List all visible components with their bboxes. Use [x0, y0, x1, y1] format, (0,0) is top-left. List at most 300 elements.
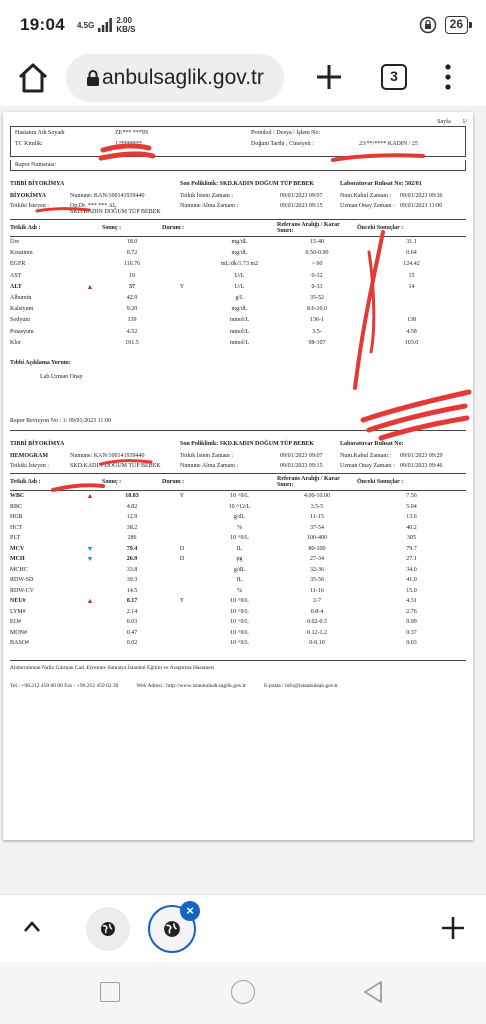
reference-range: 0.8-4 [310, 608, 324, 615]
previous-result: 13.6 [406, 514, 417, 521]
result-value: 286 [127, 535, 137, 542]
test-name: LYM# [10, 608, 26, 615]
add-tab-icon[interactable] [438, 913, 468, 943]
section-clinic: Son Poliklinik: SKD.KADIN DOĞUM TÜP BEBEK [180, 181, 314, 187]
table-row [10, 248, 466, 259]
reference-range: 32-36 [310, 566, 324, 573]
status-flag [162, 248, 202, 259]
trend-arrow [78, 554, 102, 565]
trend-arrow [78, 596, 102, 607]
patient-info-box [10, 126, 466, 157]
header-result: Sonuç : [102, 220, 162, 237]
status-flag [162, 259, 202, 270]
reference-range: 37-54 [310, 524, 324, 531]
trend-arrow [78, 575, 102, 586]
unit: 10 ^9/L [230, 629, 249, 636]
requester-dept: SKD.KADIN DOĞUM TÜP BEBEK [70, 463, 161, 470]
test-name: HGB [10, 514, 23, 521]
sample-label: BİYOKİMYA [10, 193, 47, 199]
trend-arrow [78, 326, 102, 337]
address-bar[interactable] [66, 54, 284, 102]
footer-contacts [10, 675, 466, 689]
table-row [10, 533, 466, 544]
reference-range: 2-7 [313, 598, 321, 605]
accept-time-label: Num.Kabul Zamanı : [340, 193, 392, 199]
header-result: Sonuç : [102, 474, 162, 491]
test-name: Albumin [10, 295, 32, 302]
result-value: 10.83 [125, 493, 139, 500]
test-name: MCHC [10, 566, 28, 573]
table-row [10, 554, 466, 565]
protocol-label: Protokol / Dosya / İşlem No: [251, 130, 321, 136]
browser-toolbar [0, 50, 486, 106]
trend-arrow [78, 606, 102, 617]
trend-arrow [78, 248, 102, 259]
table-row [10, 596, 466, 607]
table-row [10, 292, 466, 303]
header-reference: Referans Aralığı / Karar Sınırı: [277, 474, 357, 491]
status-flag: Y [179, 493, 185, 500]
approval-time-label: Uzman Onay Zamanı : [340, 463, 395, 470]
result-value: 26.9 [126, 556, 138, 563]
test-name: EGFR [10, 261, 26, 268]
close-tab-icon[interactable]: × [180, 901, 200, 921]
trend-arrow [78, 337, 102, 348]
test-name: NEU# [10, 598, 26, 605]
requester-dept: SKD.KADIN DOĞUM TÜP BEBEK [70, 209, 161, 215]
arrow-down-icon: ▼ [86, 544, 94, 553]
previous-result: 0.09 [406, 619, 417, 626]
status-flag [162, 533, 202, 544]
reference-range: 35-52 [310, 295, 324, 302]
unit: mL/dk/1.73 m2 [220, 261, 259, 268]
unit: mg/dL [231, 306, 248, 313]
test-name: MON# [10, 629, 28, 636]
signal-icon [98, 18, 112, 32]
footer-web: Web Adresi : http://www.istanbuleah.saglik.gov.tr [136, 683, 246, 690]
reference-range: 15-40 [310, 239, 324, 246]
reference-range: 0.50-0.90 [305, 250, 329, 257]
reference-range: 0.12-1.2 [307, 629, 327, 636]
previous-result: 34.0 [406, 566, 417, 573]
table-header-row [10, 220, 466, 237]
report-number-row [10, 160, 466, 171]
test-name: RDW-CV [10, 587, 34, 594]
unit: mg/dL [231, 239, 248, 246]
lab-permit-value: 502/01 [405, 181, 422, 187]
trend-arrow [78, 259, 102, 270]
reference-range: 136-1 [310, 317, 324, 324]
status-flag: D [179, 545, 185, 552]
sample-number: Numune: KAN/100141939440 [70, 193, 145, 199]
unit: 10 ^9/L [230, 640, 249, 647]
unit: fL [236, 577, 243, 584]
trend-arrow [78, 617, 102, 628]
result-value: 4.52 [126, 328, 138, 335]
lock-icon[interactable] [86, 69, 100, 87]
previous-result: 2.76 [406, 608, 417, 615]
test-name: AST [10, 272, 22, 279]
status-flag [162, 237, 202, 248]
result-value: 33.8 [126, 566, 138, 573]
status-flag: Y [179, 283, 185, 290]
result-value: 2.14 [126, 608, 138, 615]
unit: mmol/L [229, 339, 250, 346]
table-row [10, 575, 466, 586]
unit: 10 ^12/L [228, 503, 251, 510]
reference-range: 0-33 [311, 283, 323, 290]
recents-icon[interactable] [100, 982, 120, 1002]
header-test: Tetkik Adı : [10, 220, 78, 237]
table-row [10, 543, 466, 554]
unit: 10 ^9/L [230, 598, 249, 605]
arrow-up-icon: ▲ [86, 492, 94, 501]
previous-result: 27.1 [406, 556, 417, 563]
network-indicator [77, 16, 135, 34]
request-time: 09/01/2023 09:07 [280, 193, 323, 199]
result-value: 101.5 [125, 339, 139, 346]
header-test: Tetkik Adı : [10, 474, 78, 491]
result-value: 9.20 [126, 306, 138, 313]
trend-arrow [78, 627, 102, 638]
url-text[interactable]: anbulsaglik.gov.tr [102, 66, 264, 89]
header-status: Durum : [162, 220, 202, 237]
header-status: Durum : [162, 474, 202, 491]
request-time-label: Tetkik İstem Zamanı : [180, 193, 234, 199]
trend-arrow [78, 491, 102, 502]
unit: % [237, 587, 242, 594]
status-flag [162, 304, 202, 315]
table-row [10, 585, 466, 596]
test-name: Üre [10, 239, 19, 246]
accept-time: 09/01/2023 09:29 [400, 453, 443, 460]
page-label: Sayfa [437, 119, 451, 125]
collect-time-label: Numune Alma Zamanı : [180, 463, 239, 470]
status-flag [162, 292, 202, 303]
footer-email: E-posta : info@istanbuleah.gov.tr [263, 683, 338, 690]
home-nav-icon[interactable] [231, 980, 255, 1004]
table-row [10, 627, 466, 638]
hemogram-body [10, 491, 466, 649]
previous-result: 103.0 [404, 339, 419, 346]
table-row [10, 512, 466, 523]
previous-result: 124.42 [403, 261, 420, 268]
page-indicator [437, 119, 467, 125]
collect-time: 09/01/2023 09:15 [280, 203, 323, 209]
header-arrow [78, 474, 102, 491]
request-time: 09/01/2023 09:07 [280, 453, 323, 460]
lab-permit-label: Laboratuvar Ruhsat No: [340, 181, 404, 187]
requester [70, 203, 180, 215]
section-title: TIBBİ BİYOKİMYA [10, 441, 65, 448]
home-icon[interactable] [16, 61, 50, 95]
birth-value: 23/**/**** KADIN / 25 [359, 141, 418, 147]
result-value: 12.9 [126, 514, 138, 521]
trend-arrow [78, 304, 102, 315]
reference-range: 8.6-10.0 [307, 306, 327, 313]
report-number-label: Rapor Numarası: [15, 162, 57, 168]
system-nav-bar [0, 962, 486, 1024]
table-row [10, 522, 466, 533]
previous-result: 15 [408, 272, 415, 279]
status-flag [162, 501, 202, 512]
section-biochem-head [10, 177, 466, 191]
more-vert-icon[interactable] [440, 62, 456, 92]
arrow-up-icon: ▲ [86, 597, 94, 606]
sample-label: HEMOGRAM [10, 453, 48, 460]
sample-number: Numune: KAN/100141939440 [70, 453, 145, 460]
table-row [10, 315, 466, 326]
unit: 10 ^9/L [230, 608, 249, 615]
status-flag [162, 522, 202, 533]
previous-result: 7.56 [406, 493, 417, 500]
result-value: 39.3 [126, 577, 138, 584]
previous-result: 4.31 [406, 598, 417, 605]
previous-result: 14 [408, 283, 415, 290]
trend-arrow [78, 315, 102, 326]
test-name: WBC [10, 493, 25, 500]
report-revision: Rapor Revizyon No : 1: 09/01/2023 11:00 [10, 418, 112, 425]
speed-unit: KB/S [116, 25, 136, 34]
table-row [10, 237, 466, 248]
trend-arrow [78, 270, 102, 281]
status-flag [162, 564, 202, 575]
result-value: 0.03 [126, 619, 138, 626]
lab-report-document [3, 112, 473, 840]
unit: pg [236, 556, 243, 563]
reference-range: 27-34 [310, 556, 324, 563]
trend-arrow [78, 543, 102, 554]
footer-tel: Tel : +90.212 459 60 00 Fax : +90.212 459 62 30 [10, 683, 119, 690]
request-time-label: Tetkik İstem Zamanı : [180, 453, 234, 460]
trend-arrow [78, 237, 102, 248]
reference-range: 3.5- [312, 328, 322, 335]
reference-range: 80-100 [308, 545, 326, 552]
table-row [10, 617, 466, 628]
test-name: Klor [10, 339, 21, 346]
unit: % [237, 524, 242, 531]
network-speed [116, 16, 135, 34]
header-reference: Referans Aralığı / Karar Sınırı: [277, 220, 357, 237]
result-value: 0.72 [126, 250, 138, 257]
header-previous: Önceki Sonuçlar : [357, 474, 466, 491]
approval-time: 09/01/2023 09:46 [400, 463, 443, 470]
result-value: 38.2 [126, 524, 138, 531]
arrow-up-icon: ▲ [86, 282, 94, 291]
arrow-down-icon: ▼ [86, 555, 94, 564]
accept-time-label: Num.Kabul Zamanı : [340, 453, 392, 460]
unit: U/L [234, 272, 245, 279]
unit: mmol/L [229, 328, 250, 335]
trend-arrow [78, 522, 102, 533]
status-flag [162, 270, 202, 281]
unit: g/dL [233, 514, 246, 521]
status-flag [162, 617, 202, 628]
battery-indicator: 26 [445, 16, 468, 34]
previous-result: 4.58 [406, 328, 417, 335]
tc-label: TC Kimlik: [15, 141, 43, 147]
result-value: 14.5 [126, 587, 138, 594]
network-type: 4.5G [76, 20, 95, 30]
previous-result: 0.03 [406, 640, 417, 647]
reference-range: 11-15 [310, 514, 324, 521]
chevron-up-icon[interactable] [22, 917, 42, 937]
lab-permit [340, 181, 470, 187]
trend-arrow [78, 501, 102, 512]
table-row [10, 337, 466, 348]
test-name: PLT [10, 535, 21, 542]
status-time: 19:04 [20, 15, 65, 34]
status-right [419, 16, 468, 34]
table-row [10, 491, 466, 502]
trend-arrow [78, 281, 102, 292]
report-footer [10, 660, 466, 689]
plus-icon[interactable] [314, 62, 344, 92]
previous-result: 15.0 [406, 587, 417, 594]
back-icon[interactable] [362, 980, 384, 1004]
reference-range: 3.5-5 [310, 503, 324, 510]
divider [10, 430, 466, 431]
reference-range: 98-107 [308, 339, 326, 346]
result-value: 37 [129, 283, 135, 290]
collect-time-label: Numune Alma Zamanı : [180, 203, 239, 209]
birth-label: Doğum Tarihi , Cinsiyeti : [251, 141, 314, 147]
previous-result: 41.0 [406, 577, 417, 584]
previous-result [357, 304, 466, 315]
previous-result: 5.04 [406, 503, 417, 510]
header-arrow [78, 220, 102, 237]
globe-icon [100, 921, 116, 937]
status-flag [162, 512, 202, 523]
patient-name-value: ZE*** ***İN [115, 130, 149, 136]
biochem-results-table [10, 219, 466, 348]
previous-result: 138 [407, 317, 416, 324]
unit: 10 ^9/L [230, 535, 249, 542]
status-flag [162, 315, 202, 326]
status-bar [0, 0, 486, 50]
previous-result: 40.2 [406, 524, 417, 531]
requester-value: Op.Dr. *** *** AL [70, 203, 117, 209]
accept-time: 09/01/2023 09:36 [400, 193, 443, 199]
previous-result: 31.1 [406, 239, 417, 246]
reference-range: 0-0.10 [309, 640, 325, 647]
requester-label: Tetkiki İsteyen : [10, 463, 49, 470]
test-name: Kreatinin [10, 250, 33, 257]
patient-name-label: Hastanın Adı Soyadı [15, 130, 65, 136]
page-number: 1/ [462, 119, 467, 125]
reference-range: 4.00-10.00 [304, 493, 330, 500]
table-row [10, 270, 466, 281]
table-row [10, 606, 466, 617]
table-row [10, 281, 466, 292]
previous-result: 0.64 [406, 250, 417, 257]
result-value: 8.17 [126, 598, 138, 605]
footer-address: Abdurrahman Nafiz Gürman Cad. Etyemez-Samatya İstanbul Eğitim ve Araştırma Hastanesi [10, 660, 466, 675]
result-value: 42.9 [126, 295, 138, 302]
hemogram-results-table [10, 473, 466, 648]
reference-range: 100-400 [307, 535, 327, 542]
comment-label: Tıbbi Açıklama Yorum: [10, 360, 71, 367]
section-hemogram-meta [10, 451, 466, 473]
result-value: 79.4 [126, 545, 138, 552]
previous-result [357, 292, 466, 303]
header-unit [202, 220, 277, 237]
reference-range: > 60 [311, 261, 323, 268]
requester-label: Tetkiki İsteyen : [10, 203, 49, 209]
test-name: BASO# [10, 640, 30, 647]
status-flag [162, 627, 202, 638]
trend-arrow [78, 533, 102, 544]
unit: 10 ^9/L [230, 493, 249, 500]
result-value: 18.0 [126, 239, 138, 246]
table-row [10, 259, 466, 270]
result-value: 4.82 [126, 503, 138, 510]
table-row [10, 501, 466, 512]
tab-switcher-button[interactable]: 3 [381, 64, 407, 90]
unit: g/L [235, 295, 244, 302]
trend-arrow [78, 292, 102, 303]
result-value: 139 [127, 317, 137, 324]
previous-result: 79.7 [406, 545, 417, 552]
lab-specialist-approval: Lab.Uzman Onay [40, 374, 83, 381]
test-name: Potasyum [10, 328, 34, 335]
unit: g/dL [233, 566, 246, 573]
table-row [10, 326, 466, 337]
tab-thumbnail[interactable] [86, 907, 130, 951]
test-name: EO# [10, 619, 21, 626]
approval-time-label: Uzman Onay Zamanı : [340, 203, 395, 209]
result-value: 116.76 [123, 261, 141, 268]
status-flag [162, 585, 202, 596]
previous-result: 0.37 [406, 629, 417, 636]
unit: mmol/L [229, 317, 250, 324]
header-previous: Önceki Sonuçlar : [357, 220, 466, 237]
status-flag [162, 638, 202, 649]
reference-range: 0-32 [311, 272, 323, 279]
trend-arrow [78, 638, 102, 649]
table-row [10, 638, 466, 649]
status-flag [162, 575, 202, 586]
reference-range: 11-16 [310, 587, 324, 594]
result-value: 19 [129, 272, 135, 279]
result-value: 0.02 [126, 640, 138, 647]
section-title: TIBBİ BİYOKİMYA [10, 181, 65, 187]
test-name: HCT [10, 524, 22, 531]
status-flag: Y [179, 598, 185, 605]
reference-range: 0.02-0.5 [307, 619, 327, 626]
lock-rotation-icon [419, 16, 437, 34]
table-row [10, 304, 466, 315]
page-viewport[interactable] [0, 106, 486, 894]
table-row [10, 564, 466, 575]
reference-range: 35-56 [310, 577, 324, 584]
test-name: Kalsiyum [10, 306, 34, 313]
approval-time: 09/01/2023 11:00 [400, 203, 443, 209]
unit: fL [236, 545, 243, 552]
section-biochem-meta [10, 191, 466, 219]
globe-icon [163, 920, 181, 938]
test-name: MCV [10, 545, 25, 552]
tc-value: 12******* [115, 141, 142, 147]
lab-permit-label: Laboratuvar Ruhsat No: [340, 441, 404, 448]
table-header-row [10, 474, 466, 491]
test-name: RDW-SD [10, 577, 34, 584]
test-name: Sodyum [10, 317, 31, 324]
status-flag [162, 606, 202, 617]
header-unit [202, 474, 277, 491]
tab-strip [0, 894, 486, 962]
speed-value: 2.00 [116, 16, 132, 25]
